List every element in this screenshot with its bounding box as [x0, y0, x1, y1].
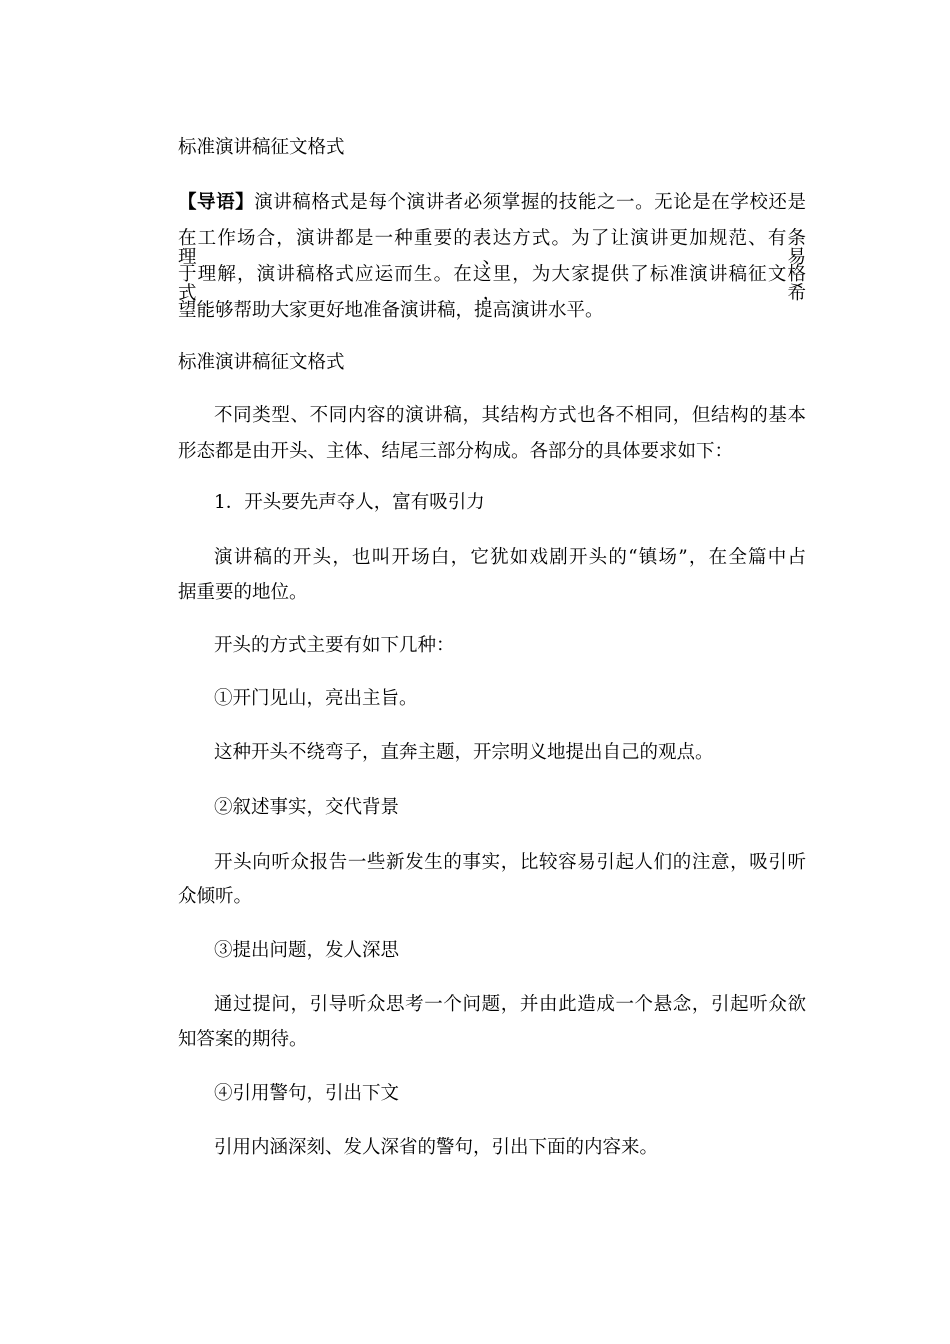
heading-1: 1．开头要先声夺人，富有吸引力 [214, 492, 485, 513]
list-item-4: ④引用警句，引出下文 [214, 1083, 400, 1104]
intro-line-4: 望能够帮助大家更好地准备演讲稿，提高演讲水平。 [178, 300, 604, 321]
paragraph-1-line-2: 形态都是由开头、主体、结尾三部分构成。各部分的具体要求如下： [178, 441, 734, 462]
intro-line-1-text: 演讲稿格式是每个演讲者必须掌握的技能之一。无论是在学校还是 [254, 192, 806, 213]
list-item-1-desc: 这种开头不绕弯子，直奔主题，开宗明义地提出自己的观点。 [214, 742, 714, 763]
list-item-3: ③提出问题，发人深思 [214, 940, 400, 961]
list-item-2-desc-line-1: 开头向听众报告一些新发生的事实，比较容易引起人们的注意，吸引听 [214, 852, 806, 873]
paragraph-1-line-1: 不同类型、不同内容的演讲稿，其结构方式也各不相同，但结构的基本 [214, 405, 806, 426]
intro-line-1 [178, 194, 806, 213]
section-subtitle: 标准演讲稿征文格式 [178, 352, 345, 373]
list-item-4-desc: 引用内涵深刻、发人深省的警句，引出下面的内容来。 [214, 1137, 659, 1158]
paragraph-3: 开头的方式主要有如下几种： [214, 635, 455, 656]
intro-line-3: 于理解，演讲稿格式应运而生。在这里，为大家提供了标准演讲稿征文格式，希 [178, 264, 806, 304]
paragraph-2-line-1: 演讲稿的开头，也叫开场白，它犹如戏剧开头的“镇场”，在全篇中占 [214, 547, 806, 568]
paragraph-2-line-2: 据重要的地位。 [178, 582, 308, 603]
list-item-2: ②叙述事实，交代背景 [214, 797, 400, 818]
document-title: 标准演讲稿征文格式 [178, 137, 345, 158]
list-item-3-desc-line-2: 知答案的期待。 [178, 1029, 308, 1050]
intro-line-2: 在工作场合，演讲都是一种重要的表达方式。为了让演讲更加规范、有条理、易 [178, 228, 806, 268]
intro-lead: 【导语】 [178, 192, 255, 213]
list-item-2-desc-line-2: 众倾听。 [178, 886, 253, 907]
list-item-1: ①开门见山，亮出主旨。 [214, 688, 418, 709]
list-item-3-desc-line-1: 通过提问，引导听众思考一个问题，并由此造成一个悬念，引起听众欲 [214, 994, 806, 1015]
